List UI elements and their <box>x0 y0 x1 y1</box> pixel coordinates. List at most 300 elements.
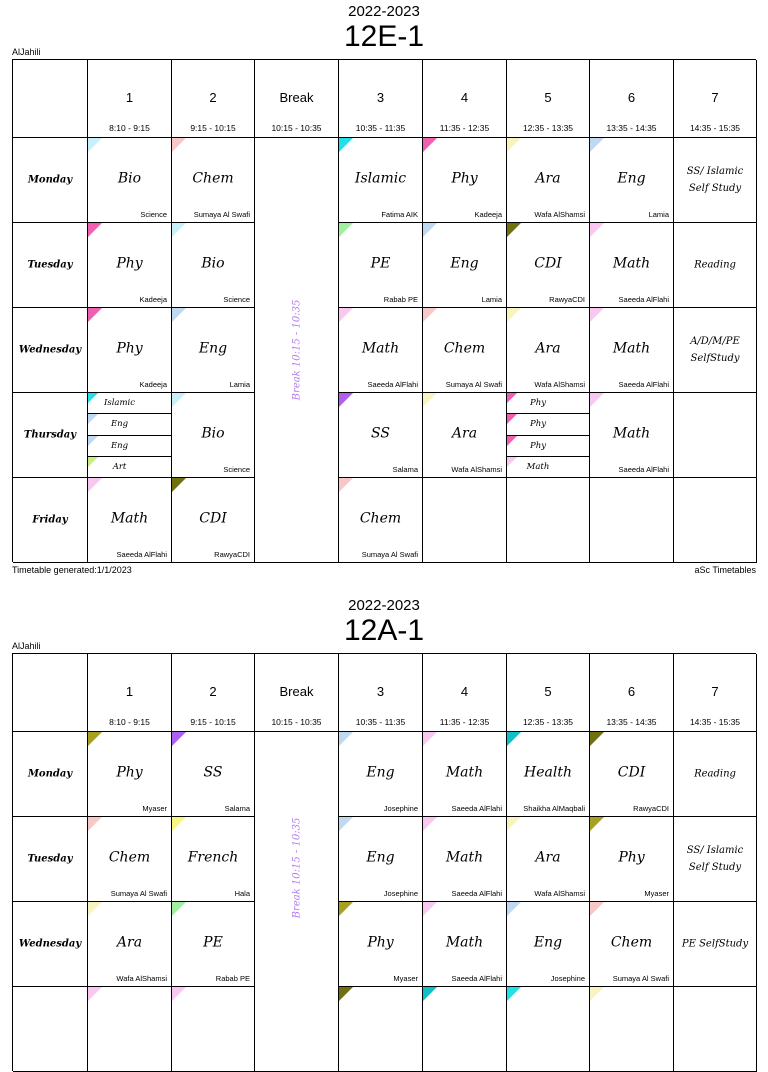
teacher-name: Fatima AIK <box>381 210 418 219</box>
lesson-cell[interactable] <box>507 478 590 563</box>
subject-name: Eng <box>450 255 479 272</box>
teacher-name: Kadeeja <box>139 380 167 389</box>
subject-color-marker <box>423 902 437 916</box>
period-number: 3 <box>376 90 385 105</box>
teacher-name: Wafa AlShamsi <box>116 974 167 983</box>
split-lesson[interactable] <box>88 457 171 478</box>
subject-name: Eng <box>366 849 395 866</box>
day-cell <box>13 308 88 393</box>
period-header <box>339 654 423 732</box>
teacher-name: Josephine <box>383 889 418 898</box>
lesson-cell[interactable] <box>423 308 507 393</box>
subject-name: PE SelfStudy <box>681 938 749 950</box>
subject-name: Eng <box>533 934 563 951</box>
subject-name: PE <box>370 255 391 272</box>
teacher-name: Rabab PE <box>383 295 418 304</box>
day-name: Tuesday <box>27 259 73 271</box>
subject-name: Art <box>112 462 127 473</box>
subject-name: Math <box>361 340 400 357</box>
period-header <box>590 60 674 138</box>
subject-color-marker <box>507 138 521 152</box>
subject-name: Phy <box>116 255 143 272</box>
lesson-cell[interactable] <box>172 223 255 308</box>
subject-color-marker <box>423 393 437 407</box>
teacher-name: Salama <box>392 465 418 474</box>
subject-color-marker <box>88 817 102 831</box>
lesson-cell[interactable] <box>339 817 423 902</box>
teacher-name: Wafa AlShamsi <box>534 889 585 898</box>
subject-name: Math <box>110 510 149 527</box>
period-number: 4 <box>460 684 469 699</box>
lesson-cell[interactable] <box>590 138 674 223</box>
period-number: Break <box>279 90 314 105</box>
academic-year: 2022-2023 <box>348 3 420 20</box>
teacher-name: Saeeda AlFlahi <box>618 380 669 389</box>
teacher-name: Lamia <box>648 210 669 219</box>
timetable-grid <box>12 653 756 1071</box>
lesson-cell[interactable] <box>339 902 423 987</box>
teacher-name: Saeeda AlFlahi <box>451 889 502 898</box>
subject-name: Islamic <box>103 398 136 409</box>
subject-color-marker <box>339 308 353 322</box>
class-title: 12A-1 <box>343 614 425 647</box>
break-label: Break 10:15 - 10:35 <box>291 299 302 401</box>
lesson-cell[interactable] <box>590 393 674 478</box>
subject-color-marker <box>423 308 437 322</box>
subject-name: Math <box>526 462 550 473</box>
day-cell <box>13 223 88 308</box>
academic-year: 2022-2023 <box>348 597 420 614</box>
lesson-cell[interactable] <box>507 902 590 987</box>
period-header <box>88 60 172 138</box>
period-number: 1 <box>125 684 134 699</box>
period-time: 8:10 - 9:15 <box>109 717 150 727</box>
teacher-name: Kadeeja <box>139 295 167 304</box>
subject-color-marker <box>590 308 604 322</box>
day-name: Monday <box>27 768 73 780</box>
subject-color-marker <box>88 308 102 322</box>
teacher-name: Salama <box>224 804 250 813</box>
subject-color-marker <box>172 223 186 237</box>
subject-color-marker <box>423 732 437 746</box>
split-lesson[interactable] <box>88 414 171 435</box>
lesson-cell[interactable] <box>423 478 507 563</box>
teacher-name: Saeeda AlFlahi <box>618 295 669 304</box>
subject-name: CDI <box>534 255 562 272</box>
period-header <box>423 654 507 732</box>
lesson-cell[interactable] <box>507 393 590 478</box>
subject-name: Phy <box>618 849 645 866</box>
subject-name: CDI <box>617 764 646 781</box>
subject-color-marker <box>339 138 353 152</box>
period-number: 5 <box>544 90 552 105</box>
lesson-cell[interactable] <box>339 223 423 308</box>
lesson-cell[interactable] <box>423 732 507 817</box>
period-time: 11:35 - 12:35 <box>439 123 490 133</box>
teacher-name: Lamia <box>229 380 250 389</box>
subject-name: Math <box>612 425 651 442</box>
subject-name: Ara <box>535 849 561 866</box>
school-name: AlJahili <box>12 47 41 57</box>
period-number: 7 <box>711 684 719 699</box>
period-number: 5 <box>544 684 552 699</box>
subject-name: Phy <box>530 398 546 409</box>
teacher-name: Science <box>140 210 167 219</box>
period-number: 2 <box>209 90 217 105</box>
day-name: Thursday <box>23 429 77 441</box>
day-cell <box>13 987 88 1072</box>
subject-color-marker <box>88 902 102 916</box>
subject-color-marker <box>507 732 521 746</box>
subject-name: Ara <box>451 425 478 442</box>
split-lesson[interactable] <box>507 393 589 414</box>
teacher-name: Saeeda AlFlahi <box>618 465 669 474</box>
subject-color-marker <box>339 817 353 831</box>
subject-name: Phy <box>367 934 394 951</box>
subject-color-marker <box>339 987 353 1001</box>
lesson-cell[interactable] <box>507 138 590 223</box>
lesson-cell[interactable] <box>423 902 507 987</box>
lesson-cell[interactable] <box>674 987 757 1072</box>
subject-color-marker <box>172 817 186 831</box>
lesson-cell[interactable] <box>674 817 757 902</box>
teacher-name: RawyaCDI <box>549 295 585 304</box>
subject-name: Health <box>524 764 572 781</box>
period-header <box>590 654 674 732</box>
lesson-cell[interactable] <box>674 393 757 478</box>
lesson-cell[interactable] <box>674 223 757 308</box>
teacher-name: RawyaCDI <box>214 550 250 559</box>
period-number: 1 <box>125 90 134 105</box>
lesson-cell[interactable] <box>88 732 172 817</box>
lesson-cell[interactable] <box>339 478 423 563</box>
lesson-cell[interactable] <box>339 987 423 1072</box>
teacher-name: Sumaya Al Swafi <box>612 974 669 983</box>
subject-color-marker <box>423 223 437 237</box>
day-name: Tuesday <box>27 853 73 865</box>
break-label: Break 10:15 - 10:35 <box>291 817 302 918</box>
subject-name: SS/ Islamic Self Study <box>686 166 744 194</box>
break-column <box>255 732 339 1072</box>
subject-color-marker <box>423 138 437 152</box>
teacher-name: Saeeda AlFlahi <box>116 550 167 559</box>
subject-name: SS <box>371 425 390 442</box>
lesson-cell[interactable] <box>88 478 172 563</box>
subject-name: PE <box>203 934 223 951</box>
lesson-cell[interactable] <box>339 308 423 393</box>
subject-name: Reading <box>694 768 736 780</box>
lesson-cell[interactable] <box>172 817 255 902</box>
subject-color-marker <box>88 732 102 746</box>
subject-name: Eng <box>617 170 646 187</box>
day-name: Wednesday <box>18 344 82 356</box>
subject-name: Math <box>445 849 484 866</box>
subject-name: Ara <box>535 340 561 357</box>
subject-color-marker <box>172 138 186 152</box>
period-number: 4 <box>460 90 469 105</box>
split-lesson[interactable] <box>507 436 589 457</box>
lesson-cell[interactable] <box>674 902 757 987</box>
lesson-cell[interactable] <box>423 223 507 308</box>
subject-name: Bio <box>201 255 225 272</box>
subject-name: Math <box>612 340 651 357</box>
subject-name: Eng <box>110 440 129 451</box>
subject-name: Eng <box>110 419 129 430</box>
lesson-cell[interactable] <box>88 987 172 1072</box>
subject-name: Ara <box>116 934 143 951</box>
period-number: 7 <box>711 90 719 105</box>
break-column <box>255 138 339 563</box>
subject-name: Math <box>445 934 484 951</box>
generated-date: Timetable generated:1/1/2023 <box>12 565 132 575</box>
subject-color-marker <box>590 138 604 152</box>
lesson-cell[interactable] <box>423 987 507 1072</box>
lesson-cell[interactable] <box>674 308 757 393</box>
timetable-page <box>0 594 768 1024</box>
subject-color-marker <box>507 902 521 916</box>
subject-color-marker <box>590 817 604 831</box>
teacher-name: Saeeda AlFlahi <box>451 974 502 983</box>
lesson-cell[interactable] <box>88 223 172 308</box>
subject-name: Chem <box>443 340 486 357</box>
lesson-cell[interactable] <box>88 138 172 223</box>
lesson-cell[interactable] <box>590 732 674 817</box>
subject-name: Chem <box>192 170 234 187</box>
period-header <box>88 654 172 732</box>
period-header <box>255 60 339 138</box>
day-name: Monday <box>27 174 73 186</box>
subject-name: SS <box>203 764 223 781</box>
lesson-cell[interactable] <box>507 223 590 308</box>
corner-cell <box>13 654 88 732</box>
lesson-cell[interactable] <box>507 817 590 902</box>
lesson-cell[interactable] <box>172 732 255 817</box>
period-number: 3 <box>376 684 385 699</box>
lesson-cell[interactable] <box>674 478 757 563</box>
period-time: 9:15 - 10:15 <box>190 717 236 727</box>
lesson-cell[interactable] <box>88 902 172 987</box>
lesson-cell[interactable] <box>172 902 255 987</box>
lesson-cell[interactable] <box>172 308 255 393</box>
teacher-name: Sumaya Al Swafi <box>445 380 502 389</box>
period-time: 10:35 - 11:35 <box>355 717 406 727</box>
school-name: AlJahili <box>12 641 41 651</box>
teacher-name: RawyaCDI <box>633 804 669 813</box>
period-header <box>172 60 255 138</box>
teacher-name: Sumaya Al Swafi <box>361 550 418 559</box>
subject-name: Eng <box>198 340 228 357</box>
period-header <box>507 654 590 732</box>
subject-color-marker <box>172 732 186 746</box>
period-time: 13:35 - 14:35 <box>606 717 657 727</box>
period-number: 6 <box>627 90 636 105</box>
subject-color-marker <box>339 902 353 916</box>
lesson-cell[interactable] <box>172 987 255 1072</box>
subject-color-marker <box>172 902 186 916</box>
lesson-cell[interactable] <box>507 308 590 393</box>
lesson-cell[interactable] <box>590 902 674 987</box>
subject-name: Bio <box>201 425 225 442</box>
subject-color-marker <box>590 987 604 1001</box>
subject-name: French <box>187 849 239 866</box>
subject-color-marker <box>590 223 604 237</box>
period-time: 12:35 - 13:35 <box>522 717 574 727</box>
day-name: Friday <box>32 514 68 526</box>
teacher-name: Myaser <box>393 974 418 983</box>
subject-color-marker <box>339 223 353 237</box>
subject-name: Chem <box>359 510 402 527</box>
teacher-name: Josephine <box>550 974 585 983</box>
period-header <box>423 60 507 138</box>
lesson-cell[interactable] <box>674 732 757 817</box>
teacher-name: Science <box>223 465 250 474</box>
lesson-cell[interactable] <box>590 478 674 563</box>
day-name: Wednesday <box>18 938 82 950</box>
subject-color-marker <box>172 393 186 407</box>
period-number: 2 <box>209 684 217 699</box>
subject-color-marker <box>88 223 102 237</box>
day-cell <box>13 138 88 223</box>
subject-color-marker <box>88 138 102 152</box>
period-time: 14:35 - 15:35 <box>689 123 741 133</box>
subject-name: Ara <box>535 170 561 187</box>
period-time: 8:10 - 9:15 <box>109 123 150 133</box>
teacher-name: Wafa AlShamsi <box>534 380 585 389</box>
subject-name: Math <box>445 764 484 781</box>
teacher-name: Myaser <box>644 889 669 898</box>
lesson-cell[interactable] <box>590 987 674 1072</box>
period-time: 9:15 - 10:15 <box>190 123 236 133</box>
subject-color-marker <box>88 478 102 492</box>
lesson-cell[interactable] <box>507 732 590 817</box>
day-cell <box>13 732 88 817</box>
teacher-name: Saeeda AlFlahi <box>367 380 418 389</box>
split-lesson[interactable] <box>507 457 589 478</box>
subject-name: Phy <box>530 440 546 451</box>
period-header <box>339 60 423 138</box>
teacher-name: Wafa AlShamsi <box>534 210 585 219</box>
split-lesson[interactable] <box>507 414 589 435</box>
lesson-cell[interactable] <box>172 138 255 223</box>
teacher-name: Sumaya Al Swafi <box>110 889 167 898</box>
lesson-cell[interactable] <box>674 138 757 223</box>
period-time: 14:35 - 15:35 <box>689 717 741 727</box>
lesson-cell[interactable] <box>172 478 255 563</box>
split-lesson[interactable] <box>88 436 171 457</box>
lesson-cell[interactable] <box>423 138 507 223</box>
subject-color-marker <box>507 223 521 237</box>
subject-name: Phy <box>116 340 143 357</box>
teacher-name: Kadeeja <box>474 210 502 219</box>
subject-name: CDI <box>199 510 227 527</box>
lesson-cell[interactable] <box>590 817 674 902</box>
day-cell <box>13 902 88 987</box>
period-header <box>674 654 757 732</box>
period-time: 10:15 - 10:35 <box>271 717 322 727</box>
lesson-cell[interactable] <box>339 393 423 478</box>
subject-name: Phy <box>116 764 143 781</box>
period-time: 10:15 - 10:35 <box>271 123 322 133</box>
lesson-cell[interactable] <box>339 732 423 817</box>
subject-color-marker <box>423 817 437 831</box>
subject-name: Eng <box>366 764 395 781</box>
teacher-name: Rabab PE <box>215 974 250 983</box>
software-credit: aSc Timetables <box>694 565 756 575</box>
teacher-name: Sumaya Al Swafi <box>193 210 250 219</box>
period-time: 13:35 - 14:35 <box>606 123 657 133</box>
lesson-cell[interactable] <box>507 987 590 1072</box>
teacher-name: Shaikha AlMaqbali <box>523 804 585 813</box>
period-time: 12:35 - 13:35 <box>522 123 574 133</box>
lesson-cell[interactable] <box>88 393 172 478</box>
teacher-name: Lamia <box>481 295 502 304</box>
subject-color-marker <box>590 902 604 916</box>
period-number: Break <box>279 684 314 699</box>
subject-name: A/D/M/PE SelfStudy <box>690 336 740 364</box>
teacher-name: Hala <box>234 889 250 898</box>
split-lesson[interactable] <box>88 393 171 414</box>
teacher-name: Wafa AlShamsi <box>451 465 502 474</box>
teacher-name: Science <box>223 295 250 304</box>
subject-name: Phy <box>451 170 478 187</box>
day-cell <box>13 393 88 478</box>
subject-name: SS/ Islamic Self Study <box>686 845 744 873</box>
subject-name: Chem <box>610 934 653 951</box>
corner-cell <box>13 60 88 138</box>
period-header <box>172 654 255 732</box>
period-number: 6 <box>627 684 636 699</box>
period-header <box>674 60 757 138</box>
teacher-name: Myaser <box>142 804 167 813</box>
lesson-cell[interactable] <box>423 393 507 478</box>
subject-color-marker <box>507 987 521 1001</box>
subject-color-marker <box>339 732 353 746</box>
subject-color-marker <box>423 987 437 1001</box>
period-header <box>507 60 590 138</box>
subject-color-marker <box>590 732 604 746</box>
lesson-cell[interactable] <box>88 308 172 393</box>
subject-color-marker <box>507 817 521 831</box>
lesson-cell[interactable] <box>339 138 423 223</box>
subject-color-marker <box>339 478 353 492</box>
subject-name: Islamic <box>354 170 407 187</box>
period-time: 11:35 - 12:35 <box>439 717 490 727</box>
subject-color-marker <box>339 393 353 407</box>
subject-name: Reading <box>694 259 736 271</box>
lesson-cell[interactable] <box>423 817 507 902</box>
teacher-name: Josephine <box>383 804 418 813</box>
day-cell <box>13 817 88 902</box>
subject-color-marker <box>172 987 186 1001</box>
period-time: 10:35 - 11:35 <box>355 123 406 133</box>
class-title: 12E-1 <box>343 20 425 53</box>
timetable-grid <box>12 59 756 562</box>
day-cell <box>13 478 88 563</box>
teacher-name: Saeeda AlFlahi <box>451 804 502 813</box>
subject-color-marker <box>507 308 521 322</box>
subject-name: Phy <box>530 419 546 430</box>
lesson-cell[interactable] <box>88 817 172 902</box>
lesson-cell[interactable] <box>172 393 255 478</box>
subject-color-marker <box>172 308 186 322</box>
period-header <box>255 654 339 732</box>
subject-name: Math <box>612 255 651 272</box>
subject-color-marker <box>88 987 102 1001</box>
lesson-cell[interactable] <box>590 308 674 393</box>
lesson-cell[interactable] <box>590 223 674 308</box>
subject-name: Bio <box>117 170 142 187</box>
subject-color-marker <box>172 478 186 492</box>
